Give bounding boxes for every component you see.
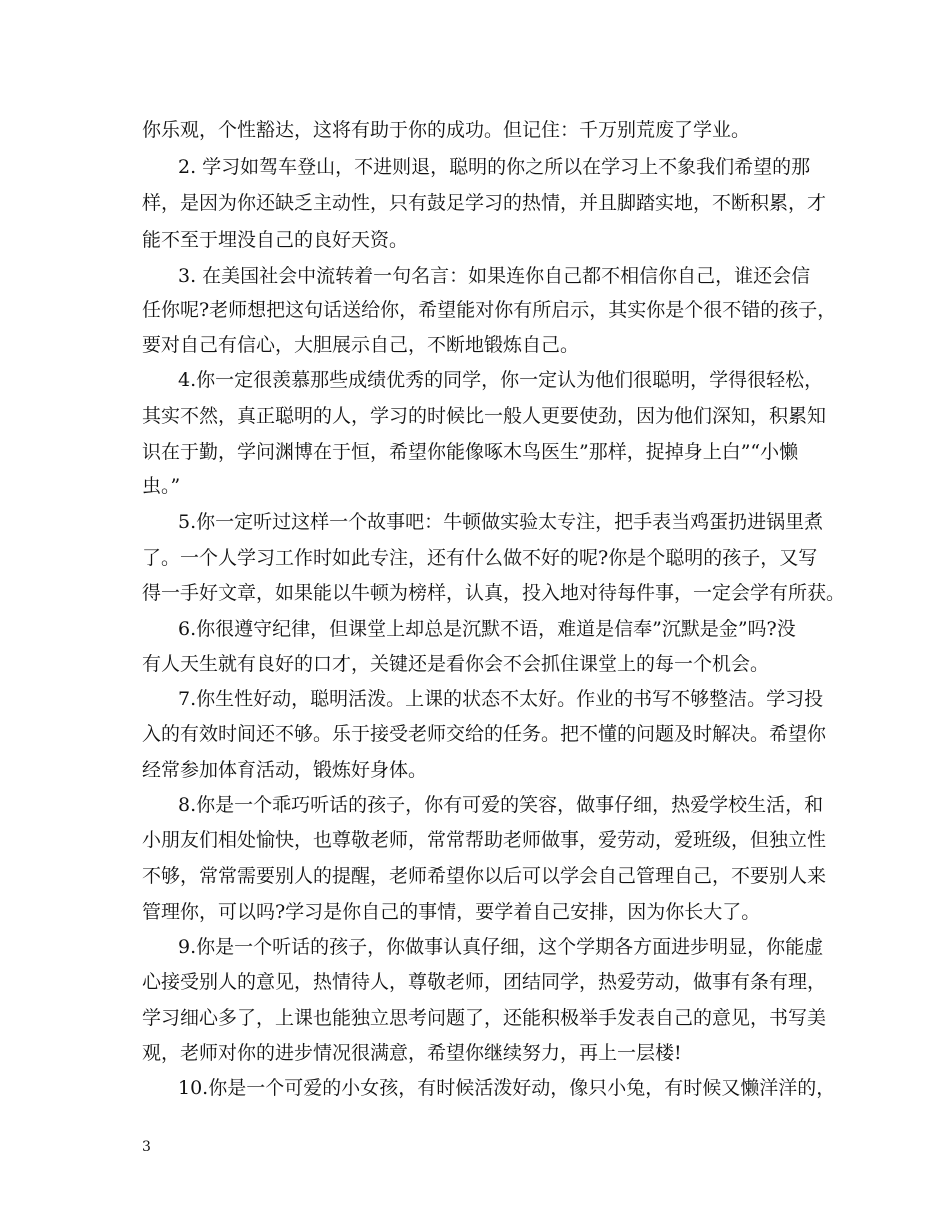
body-text-line: 管理你，可以吗?学习是你自己的事情，要学着自己安排，因为你长大了。 bbox=[142, 901, 761, 923]
body-text-line: 观，老师对你的进步情况很满意，希望你继续努力，再上一层楼! bbox=[142, 1042, 682, 1064]
body-text-line: 入的有效时间还不够。乐于接受老师交给的任务。把不懂的问题及时解决。希望你 bbox=[142, 723, 827, 745]
body-text-line: 5.你一定听过这样一个故事吧：牛顿做实验太专注，把手表当鸡蛋扔进锅里煮 bbox=[178, 511, 824, 533]
body-text-line: 不够，常常需要别人的提醒，老师希望你以后可以学会自己管理自己，不要别人来 bbox=[142, 865, 827, 887]
body-text-line: 心接受别人的意见，热情待人，尊敬老师，团结同学，热爱劳动，做事有条有理， bbox=[142, 971, 827, 993]
body-text-line: 其实不然，真正聪明的人，学习的时候比一般人更要使劲，因为他们深知，积累知 bbox=[142, 405, 827, 427]
body-text-line: 经常参加体育活动，锻炼好身体。 bbox=[142, 759, 428, 781]
body-text-line: 7.你生性好动，聪明活泼。上课的状态不太好。作业的书写不够整洁。学习投 bbox=[178, 688, 824, 710]
body-text-line: 虫。” bbox=[142, 475, 181, 497]
body-text-line: 得一手好文章，如果能以牛顿为榜样，认真，投入地对待每件事，一定会学有所获。 bbox=[142, 582, 846, 604]
body-text-line: 任你呢?老师想把这句话送给你，希望能对你有所启示，其实你是个很不错的孩子， bbox=[142, 299, 837, 321]
body-text-line: 6.你很遵守纪律，但课堂上却总是沉默不语，难道是信奉”沉默是金”吗?没 bbox=[178, 618, 796, 640]
body-text-line: 10.你是一个可爱的小女孩，有时候活泼好动，像只小兔，有时候又懒洋洋的， bbox=[178, 1077, 836, 1099]
body-text-line: 小朋友们相处愉快，也尊敬老师，常常帮助老师做事，爱劳动，爱班级，但独立性 bbox=[142, 829, 827, 851]
body-text-line: 能不至于埋没自己的良好天资。 bbox=[142, 229, 409, 251]
page-number: 3 bbox=[142, 1139, 151, 1155]
body-text-line: 要对自己有信心，大胆展示自己，不断地锻炼自己。 bbox=[142, 334, 580, 356]
body-text-line: 8.你是一个乖巧听话的孩子，你有可爱的笑容，做事仔细，热爱学校生活，和 bbox=[178, 794, 824, 816]
body-text-line: 有人天生就有良好的口才，关键还是看你会不会抓住课堂上的每一个机会。 bbox=[142, 653, 770, 675]
body-text-line: 识在于勤，学问渊博在于恒，希望你能像啄木鸟医生”那样，捉掉身上白”“小懒 bbox=[142, 441, 799, 463]
body-text-line: 样，是因为你还缺乏主动性，只有鼓足学习的热情，并且脚踏实地，不断积累，才 bbox=[142, 192, 827, 214]
body-text-line: 你乐观，个性豁达，这将有助于你的成功。但记住：千万别荒废了学业。 bbox=[142, 119, 751, 141]
body-text-line: 2. 学习如驾车登山，不进则退，聪明的你之所以在学习上不象我们希望的那 bbox=[178, 156, 811, 178]
body-text-line: 学习细心多了，上课也能独立思考问题了，还能积极举手发表自己的意见，书写美 bbox=[142, 1007, 827, 1029]
body-text-line: 了。一个人学习工作时如此专注，还有什么做不好的呢?你是个聪明的孩子，又写 bbox=[142, 547, 818, 569]
body-text-line: 3. 在美国社会中流转着一句名言：如果连你自己都不相信你自己，谁还会信 bbox=[178, 265, 811, 287]
body-text-line: 9.你是一个听话的孩子，你做事认真仔细，这个学期各方面进步明显，你能虚 bbox=[178, 936, 824, 958]
body-text-line: 4.你一定很羡慕那些成绩优秀的同学，你一定认为他们很聪明，学得很轻松， bbox=[178, 369, 824, 391]
